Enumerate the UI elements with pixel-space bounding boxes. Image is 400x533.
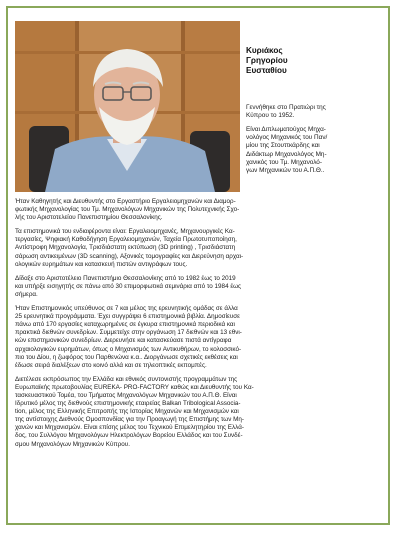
text-line: Αντίστροφη Μηχανολογία, Τρισδιάστατη εκτύπωση (3D printing) , Τρισδιάστατη bbox=[15, 244, 236, 252]
text-line: Κύπρου το 1952. bbox=[246, 112, 295, 120]
text-line: πιο του Δίου, η ζωφόρος του Παρθενώνα κ.α.. Διοργάνωσε σχετικές εκθέσεις και bbox=[15, 353, 238, 361]
text-line: δος, του Συλλόγου Μηχανολόγων Ηλεκτρολόγων Βορείου Ελλάδος και του Συνδέ- bbox=[15, 432, 243, 440]
paragraph-position bbox=[15, 198, 385, 222]
text-line: Τα επιστημονικά του ενδιαφέροντα είναι: Εργαλειομηχανές, Μηχανουργικές Κα- bbox=[15, 228, 235, 236]
text-line: έδωσε σειρά διαλέξεων στο κοινό αλλά και σε τηλεοπτικές εκπομπές. bbox=[15, 361, 207, 369]
text-line: Γεννήθηκε στο Πρατιώρι της bbox=[246, 104, 326, 111]
paragraph-memberships bbox=[15, 376, 385, 449]
text-line: Είναι Διπλωματούχος Μηχα- bbox=[246, 126, 326, 133]
text-line: νολόγος Μηχανικός του Παν/ bbox=[246, 134, 328, 142]
text-line: μίου της Στουττκάρδης και bbox=[246, 142, 320, 150]
degree-text bbox=[246, 126, 388, 175]
text-line: αρχαιολογικών ευρημάτων, όπως ο Μηχανισμός των Αντικυθήρων, το κολοσσικό- bbox=[15, 345, 242, 353]
name-line: Γρηγορίου bbox=[246, 56, 288, 65]
name-line: Ευσταθίου bbox=[246, 66, 287, 75]
text-line: Δίδαξε στο Αριστοτέλειο Πανεπιστήμιο Θεσσαλονίκης από το 1982 έως το 2019 bbox=[15, 274, 236, 282]
paragraph-teaching bbox=[15, 275, 385, 299]
birth-text bbox=[246, 104, 388, 120]
name-line: Κυριάκος bbox=[246, 46, 283, 55]
text-line: χανικός του Τμ. Μηχανολό- bbox=[246, 158, 322, 166]
text-line: γων Μηχανικών του Α.Π.Θ.. bbox=[246, 167, 325, 175]
text-line: τασκευαστικού Τομέα, του Τμήματος Μηχανολόγων Μηχανικών του Α.Π.Θ. Είναι bbox=[15, 391, 237, 399]
text-line: και υπήρξε εισηγητής σε πάνω από 30 επιμορφωτικά σεμινάρια από το 1984 έως bbox=[15, 282, 242, 290]
text-line: χανών και Μηχανισμών. Είναι επίσης μέλος του Τεχνικού Επιμελητηρίου της Ελλά- bbox=[15, 424, 244, 432]
text-line: λής του Αριστοτελείου Πανεπιστημίου Θεσσαλονίκης. bbox=[15, 214, 163, 222]
paragraph-research bbox=[15, 305, 385, 370]
text-line: πρακτικά διεθνών συνεδρίων. Συμμετείχε στην οργάνωση 17 διεθνών και 13 εθνι- bbox=[15, 329, 242, 337]
text-line: σήμερα. bbox=[15, 290, 38, 298]
text-line: της αντίστοιχης Διεθνούς Ομοσπονδίας για την Προαγωγή της Επιστήμης των Μη- bbox=[15, 416, 244, 424]
text-line: Διδάκτωρ Μηχανολόγος Μη- bbox=[246, 150, 327, 158]
text-line: Ήταν Επιστημονικός υπεύθυνος σε 7 και μέλος της ερευνητικής ομάδας σε άλλα bbox=[15, 305, 238, 313]
text-line: Ευρωπαϊκής πρωτοβουλίας EUREKA- PRO-FACTORY καθώς και Διευθυντής του Κα- bbox=[15, 383, 254, 391]
biography-body bbox=[15, 198, 385, 455]
text-line: Διετέλεσε εκπρόσωπος την Ελλάδα και εθνικός συντονιστής προγραμμάτων της bbox=[15, 375, 238, 383]
paragraph-interests bbox=[15, 228, 385, 268]
portrait-photo bbox=[15, 21, 240, 192]
person-name bbox=[246, 46, 386, 76]
text-line: 25 ερευνητικά προγράμματα. Έχει συγγράψει 6 επιστημονικά βιβλία. Δημοσίευσε bbox=[15, 313, 240, 321]
text-line: tion, μέλος της Ελληνικής Επιτροπής της Ιστορίας Μηχανών και Μηχανισμών και bbox=[15, 408, 239, 416]
text-line: φωτικής Μηχανολογίας του Τμ. Μηχανολόγων Μηχανικών της Πολυτεχνικής Σχο- bbox=[15, 206, 240, 214]
text-line: Ιδρυτικό μέλος της διεθνούς επιστημονικής εταιρείας Balkan Tribological Associa- bbox=[15, 400, 241, 408]
text-line: σάρωση αντικειμένων (3D scanning), Αξονικές τομογραφίες και Διερεύνηση αρχαι- bbox=[15, 252, 244, 260]
text-line: ολογικών ευρημάτων και κατασκευή πιστών αντιγράφων τους. bbox=[15, 260, 188, 268]
text-line: σμου Μηχανολόγων Μηχανικών Κύπρου. bbox=[15, 440, 131, 448]
text-line: τεργασίες, Ψηφιακή Καθοδήγηση Εργαλειομηχανών, Ταχεία Πρωτοτυποποίηση, bbox=[15, 236, 237, 244]
text-line: Ήταν Καθηγητής και Διευθυντής στο Εργαστήριο Εργαλειομηχανών και Διαμορ- bbox=[15, 198, 236, 205]
text-line: κών επιστημονικών συνεδρίων. Διερευνήσε και κατασκεύασε πιστά αντίγραφα bbox=[15, 337, 232, 345]
text-line: πάνω από 170 εργασίες καταχωρημένες σε έγκυρα επιστημονικά περιοδικά και bbox=[15, 321, 235, 329]
